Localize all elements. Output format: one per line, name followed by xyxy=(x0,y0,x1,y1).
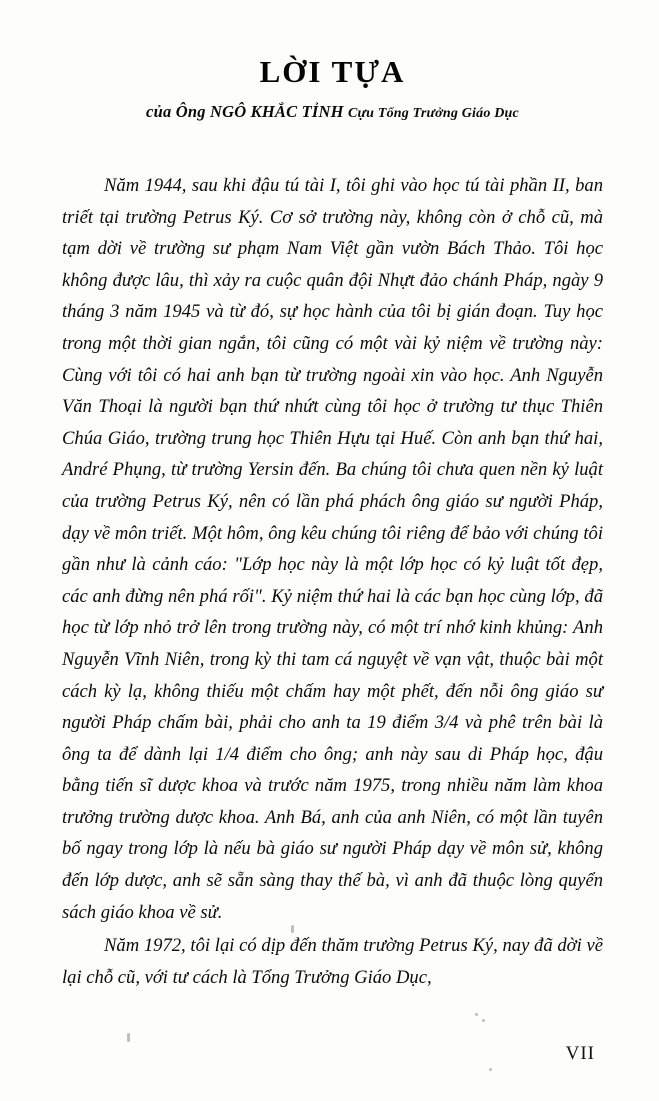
page-number: VII xyxy=(565,1043,595,1064)
scan-speck xyxy=(489,1068,492,1071)
subtitle-role: Cựu Tổng Trưởng Giáo Dục xyxy=(348,106,519,121)
subtitle-author: của Ông NGÔ KHẮC TỈNH xyxy=(146,102,344,121)
paragraph: Năm 1972, tôi lại có dịp đến thăm trường Petrus Ký, nay đã dời về lại chỗ cũ, với tư cách là Tổng Trưởng Giáo Dục, xyxy=(62,935,603,988)
page-title: LỜI TỰA xyxy=(259,54,406,89)
paragraph: Năm 1944, sau khi đậu tú tài I, tôi ghi vào học tú tài phần II, ban triết tại trường Petrus Ký. Cơ sở trường này, không còn ở chỗ cũ, mà tạm dời về trường sư phạm Nam Việt gần vườn Bách Thảo. Tôi học không được lâu, thì xảy ra cuộc quân đội Nhựt đảo chánh Pháp, ngày 9 tháng 3 năm 1945 và từ đó, sự học hành của tôi bị gián đoạn. Tuy học trong một thời gian ngắn, tôi cũng có một vài kỷ niệm về trường này: Cùng với tôi có hai anh bạn từ trường ngoài xin vào học. Anh Nguyễn Văn Thoại là người bạn thứ nhứt cùng tôi học ở trường tư thục Thiên Chúa Giáo, trường trung học Thiên Hựu tại Huế. Còn anh bạn thứ hai, André Phụng, từ trường Yersin đến. Ba chúng tôi chưa quen nền kỷ luật của trường Petrus Ký, nên có lần phá phách ông giáo sư người Pháp, dạy về môn triết. Một hôm, ông kêu chúng tôi riêng để bảo với chúng tôi gần như là cảnh cáo: "Lớp học này là một lớp học có kỷ luật tốt đẹp, các anh đừng nên phá rối". Kỷ niệm thứ hai là các bạn học cùng lớp, đã học từ lớp nhỏ trở lên trong trường này, có một trí nhớ kinh khủng: Anh Nguyễn Vĩnh Niên, trong kỳ thi tam cá nguyệt về vạn vật, thuộc bài một cách kỳ lạ, không thiếu một chấm hay một phết, đến nỗi ông giáo sư người Pháp chấm bài, phải cho anh ta 19 điểm 3/4 và phê trên bài là ông ta để dành lại 1/4 điểm cho ông; anh này sau di Pháp học, đậu bằng tiến sĩ dược khoa và trước năm 1975, trong nhiều năm làm khoa trưởng trường dược khoa. Anh Bá, anh của anh Niên, có một lần tuyên bố ngay trong lớp là nếu bà giáo sư người Pháp dạy về môn sử, không đến lớp dược, anh sẽ sẵn sàng thay thế bà, vì anh đã thuộc lòng quyển sách giáo khoa về sử. xyxy=(62,175,603,923)
scan-speck xyxy=(127,1033,130,1042)
scan-speck xyxy=(475,1013,478,1016)
scan-speck xyxy=(482,1019,485,1022)
body-text xyxy=(62,170,603,993)
page-subtitle xyxy=(62,102,603,122)
scan-speck xyxy=(291,925,294,933)
